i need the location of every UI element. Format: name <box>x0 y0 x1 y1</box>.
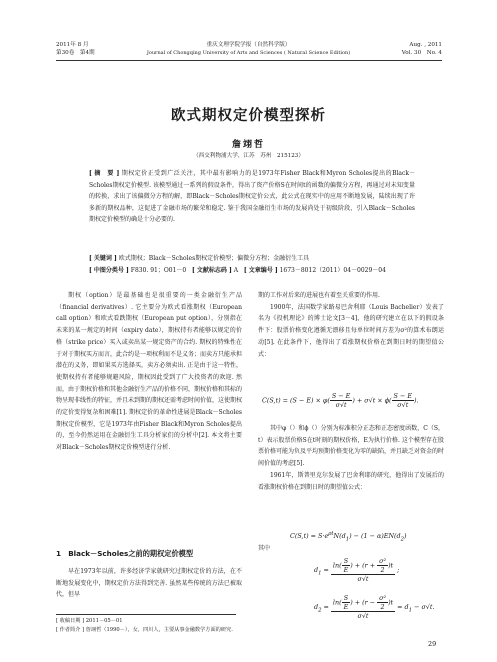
header-journal-cn: 重庆文理学院学报（自然科学版） <box>206 42 291 48</box>
header-journal-en: Journal of Chongqing University of Arts and Sciences ( Natural Science Edition) <box>146 50 351 56</box>
article-title: 欧式期权定价模型探析 <box>171 108 326 124</box>
header-date: 2011年 8 月 <box>56 42 89 48</box>
clc-code: F830. 91；O01－0 <box>130 267 187 274</box>
doc-code: A <box>233 267 239 274</box>
author-name: 詹翊哲 <box>231 140 265 150</box>
right-continuation: 期的工作对后来的进展也有着至关重要的作用. <box>258 292 380 299</box>
equation-d1: $d_1$ = ln( $\frac{S}{E}$ ) + (r + $\frac{\text{σ²}}{2}$ )t σ√t ; <box>314 557 400 583</box>
where-text: 其中 <box>258 545 271 552</box>
bachelier-paragraph: 1900年，法国数学家路易巴舍利耶（Louis Bachelier）发表了名为《投机理论》的博士论文[3－4]，他的研究建立在以下的假设条件下：股票价格变化遵循无漂移且每单位时间方差为σ²的算术布朗运动[5]. 在此条件下，他得出了看涨期权价格在到期日时的期望值公式： <box>258 303 444 358</box>
footer-author-bio: [ 作者简介 ] 詹翊哲（1990－），女，四川人，主要从事金融数学方面的研究. <box>56 627 233 633</box>
keywords-text: 欧式期权；Black－Scholes期权定价模型；偏微分方程；金融衍生工具 <box>118 255 310 262</box>
section-1-body <box>56 566 242 601</box>
header-volume-en: Vol. 30 No. 4 <box>401 50 442 56</box>
keywords <box>89 255 419 263</box>
header-rule <box>56 60 442 61</box>
article-id: 1673－8012（2011）04－0029－04 <box>279 267 386 274</box>
header-date-en: Aug. , 2011 <box>409 42 442 48</box>
doc-code-label: [ 文献标志码 ] <box>191 267 232 274</box>
right-column-top <box>258 290 444 360</box>
footer-rule <box>56 614 236 615</box>
right-column-middle <box>258 423 444 493</box>
clc-label: [ 中图分类号 ] <box>89 267 129 274</box>
equation-bachelier: C(S,t) = (S − E) × φ( $\frac{S - E}{\sigma√t}$ ) + σ√t × ϕ( $\frac{S - E}{\sigma√t}$ ). <box>262 392 419 409</box>
keywords-label: [ 关键词 ] <box>89 255 117 262</box>
left-column <box>56 290 242 454</box>
equation-d2: $d_2$ = ln( $\frac{S}{E}$ ) + (r − $\frac{\text{σ²}}{2}$ )t σ√t = $d_1 - \sigma√t$. <box>314 594 435 620</box>
sprenkle-paragraph: 1961年，斯普里克尔发展了巴舍利耶的研究，他得出了发展后的看涨期权价格在到期日时的期望值公式： <box>258 471 444 491</box>
page-number: 29 <box>428 640 437 648</box>
abstract <box>89 168 415 226</box>
abstract-label: [ 摘 要 ] <box>89 170 120 177</box>
article-id-label: [ 文章编号 ] <box>243 267 278 274</box>
author-affiliation: （西交利物浦大学，江苏 苏州 215123） <box>193 153 304 159</box>
intro-paragraph: 期权（option）是最基础也是很重要的一类金融衍生产品（financial derivatives）. 它主要分为欧式看涨期权（European call option）和欧式看跌期权（European put option），分别指在未来的某一规定的时间（expiry date），期权持有者能够以规定的价格（strike price）买入或卖出某一规定资产的合约. 期权的特殊性在于对于期权买方而言，此合约是一项权利而不是义务；而卖方只能承担潜在的义务，即如果买方选择买，卖方必须卖出. 正是由于这一特性，使期权持有者能够规避风险，期权因此受到了广大投资者的欢迎. 然而，由于期权价格和其他金融衍生产品的价格不同，期权价格和其标的物呈现非线性的特征，并且未到期的期权还需考虑时间价值，这使期权的定价变得复杂和困难[1]. 期权定价的革命性进展是Black－Scholes期权定价模型，它是1973年由Fisher Black和Myron Scholes提出的，至今仍然运用在金融衍生工具分析家们的分析中[2]. 本文将主要对Black－Scholes期权定价模型进行分析. <box>56 292 243 452</box>
section-1-heading: 1 Black－Scholes之前的期权定价模型 <box>56 549 194 558</box>
classification <box>89 267 419 275</box>
right-column-where <box>258 543 288 555</box>
section-1-paragraph: 早在1973年以前，许多经济学家就研究过期权定价的方法，在不断地发展变化中，期权定价方法得到完善. 虽然某些传统的方法已被取代，但早 <box>56 568 242 599</box>
equation-sprenkle: $C(S,t) = S\cdot e^{\rho t}N(d_1) - (1 - \alpha)EN(d_2)$ <box>290 531 407 543</box>
abstract-text: 期权定价正受到广泛关注，其中最有影响力的是1973年Fisher Black和Myron Scholes提出的Black－Scholes期权定价模型. 该模型通过一系列的假设条件，得出了资产价格S在时间t的函数的偏微分方程，再通过对未知变量的转换，求出了该偏微分方程的解，即Black－Scholes期权定价公式，此公式在现实中的应用不断地发展，陆续出现了许多新的期权品种，这促进了金融市场的繁荣和稳定. 鉴于我国金融衍生市场的发展尚处于初级阶段，引入Black－Scholes期权定价模型的确是十分必要的. <box>89 170 415 224</box>
footer-received: [ 收稿日期 ] 2011－05－01 <box>56 618 123 624</box>
header-volume: 第30卷 第4期 <box>56 50 95 56</box>
bachelier-explanation: 其中φ（）和ϕ（）分别为标准积分正态和正态密度函数，C（S，t）表示股票价格S在t时刻的期权价格，E为执行价格. 这个模型存在股票价格可能为负及平均预期价格变化为零的缺陷，并且缺乏对资金的时间价值的考虑[5]. <box>258 425 445 468</box>
